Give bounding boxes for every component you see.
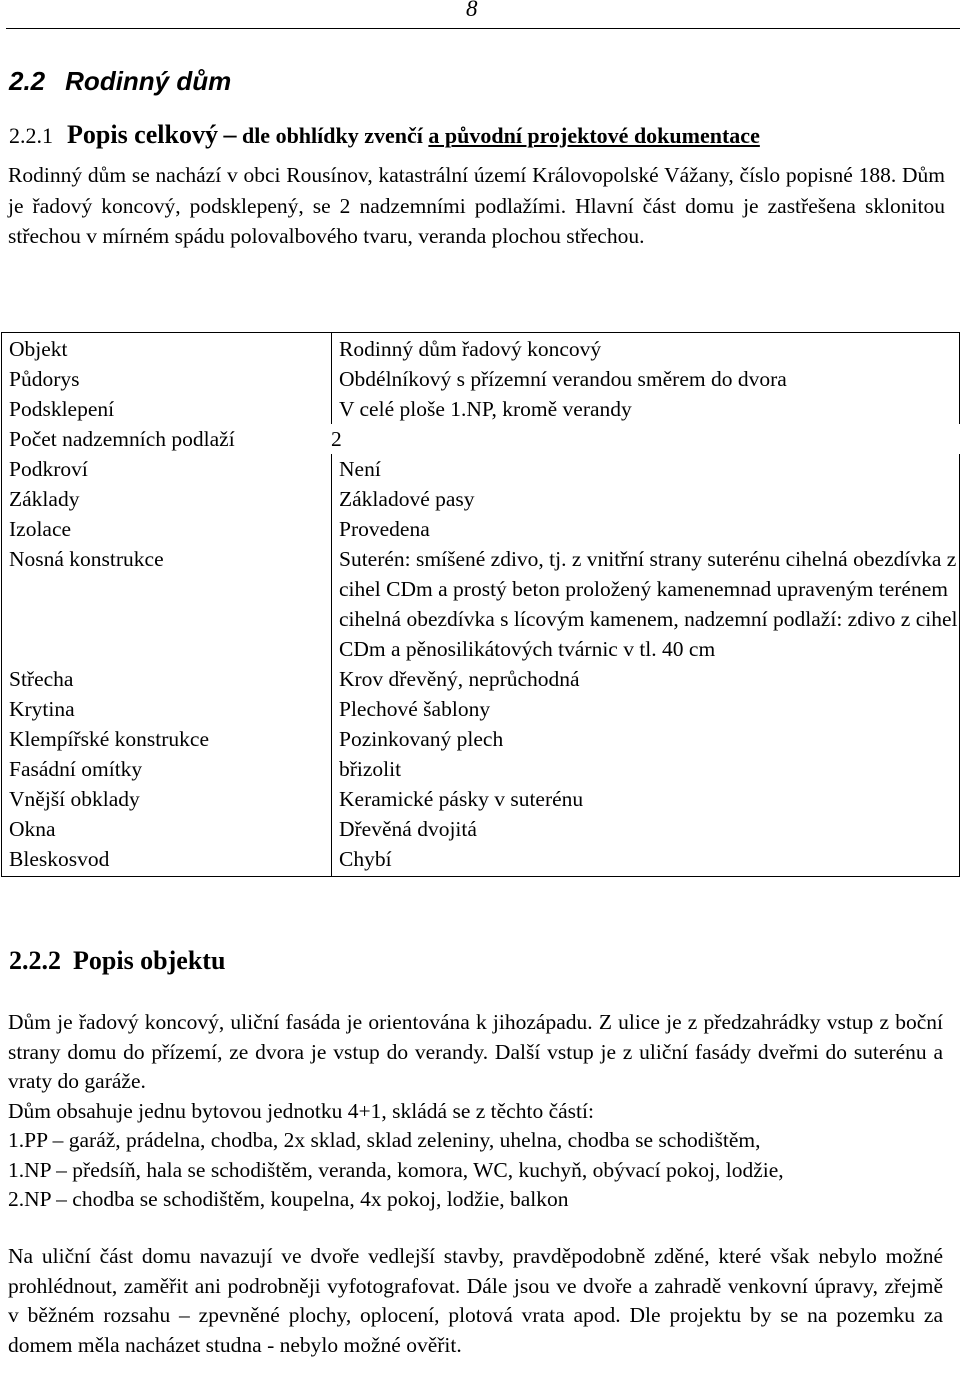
table-label: Půdorys [2,364,332,394]
table-value: V celé ploše 1.NP, kromě verandy [332,394,960,424]
subsection-number-2: 2.2.2 [9,946,61,975]
section-heading [9,66,231,97]
table-merged-cell [2,424,960,454]
unit-composition [8,1097,943,1215]
table-value: Provedena [332,514,960,544]
table-value: Pozinkovaný plech [332,724,960,754]
table-label: Izolace [2,514,332,544]
header-rule [6,28,960,29]
table-value: břizolit [332,754,960,784]
intro-paragraph: Rodinný dům se nachází v obci Rousínov, katastrální území Královopolské Vážany, číslo popisné 188. Dům je řadový koncový, podsklepený, se 2 nadzemními podlažími. Hlavní část domu je zastřešena sklonitou střechou v mírném spádu polovalbového tvaru, veranda plochou střechou. [8,163,945,248]
section-number: 2.2 [9,66,46,96]
table-row [2,844,960,877]
subsection-title-2: Popis objektu [73,946,226,975]
table-value: Suterén: smíšené zdivo, tj. z vnitřní strany suterénu cihelná obezdívka z cihel CDm a prostý beton proložený kamenemnad upraveným terénem cihelná obezdívka s lícovým kamenem, nadzemní podlaží: zdivo z cihel CDm a pěnosilikátových tvárnic v tl. 40 cm [332,544,960,664]
outbuildings-paragraph: Na uliční část domu navazují ve dvoře vedlejší stavby, pravděpodobně zděné, které však nebylo možné prohlédnout, zaměřit ani podrobněji vyfotografovat. Dále jsou ve dvoře a zahradě venkovní úpravy, zřejmě v běžném rozsahu – zpevněné plochy, oplocení, plotová vrata apod. Dle projektu by se na pozemku za domem měla nacházet studna - nebylo možné ověřit. [8,1244,943,1357]
table-value: 2 [331,427,342,451]
composition-intro: Dům obsahuje jednu bytovou jednotku 4+1, skládá se z těchto částí: [8,1098,594,1123]
table-row [2,333,960,365]
subsection-subtitle-underlined: a původní projektové dokumentace [428,123,760,148]
table-value: Rodinný dům řadový koncový [332,333,960,365]
table-value: Základové pasy [332,484,960,514]
table-label: Podsklepení [2,394,332,424]
table-label: Základy [2,484,332,514]
table-label: Krytina [2,694,332,724]
composition-line-1np: 1.NP – předsíň, hala se schodištěm, veranda, komora, WC, kuchyň, obývací pokoj, lodžie, [8,1157,784,1182]
subsection-heading-2 [9,946,225,976]
subsection-title-1: Popis celkový [67,120,218,149]
description-paragraph: Dům je řadový koncový, uliční fasáda je orientována k jihozápadu. Z ulice je z předzahrádky vstup z boční strany domu do přízemí, ze dvora je vstup do verandy. Další vstup je z uliční fasády dveřmi do suterénu a vraty do garáže. [8,1010,943,1093]
table-row [2,484,960,514]
composition-line-1pp: 1.PP – garáž, prádelna, chodba, 2x sklad, sklad zeleniny, uhelna, chodba se schodištěm, [8,1128,761,1152]
table-label: Okna [2,814,332,844]
table-label: Nosná konstrukce [2,544,332,664]
table-label: Klempířské konstrukce [2,724,332,754]
table-value: Obdélníkový s přízemní verandou směrem do dvora [332,364,960,394]
composition-line-2np: 2.NP – chodba se schodištěm, koupelna, 4x pokoj, lodžie, balkon [8,1187,569,1211]
table-label: Střecha [2,664,332,694]
table-value: Není [332,454,960,484]
table-row [2,754,960,784]
table-label: Podkroví [2,454,332,484]
subsection-dash: – [223,120,237,149]
table-row [2,784,960,814]
table-row [2,694,960,724]
section-title: Rodinný dům [65,66,232,96]
subsection-heading-1 [9,120,760,150]
table-row [2,664,960,694]
table-label: Vnější obklady [2,784,332,814]
table-value: Krov dřevěný, neprůchodná [332,664,960,694]
subsection-subtitle: dle obhlídky zvenčí [241,123,423,148]
table-label: Počet nadzemních podlaží [9,427,235,451]
property-table [1,332,960,877]
table-label: Fasádní omítky [2,754,332,784]
table-row [2,544,960,664]
table-row [2,454,960,484]
table-row [2,364,960,394]
table-row [2,724,960,754]
table-row [2,514,960,544]
table-row [2,814,960,844]
table-label: Objekt [2,333,332,365]
table-row [2,394,960,424]
object-description [8,1008,943,1215]
table-value: Keramické pásky v suterénu [332,784,960,814]
table-row [2,424,960,454]
table-label: Bleskosvod [2,844,332,877]
page-number: 8 [466,0,478,21]
table-value: Dřevěná dvojitá [332,814,960,844]
subsection-number-1: 2.2.1 [9,123,53,148]
table-value: Plechové šablony [332,694,960,724]
table-value: Chybí [332,844,960,877]
